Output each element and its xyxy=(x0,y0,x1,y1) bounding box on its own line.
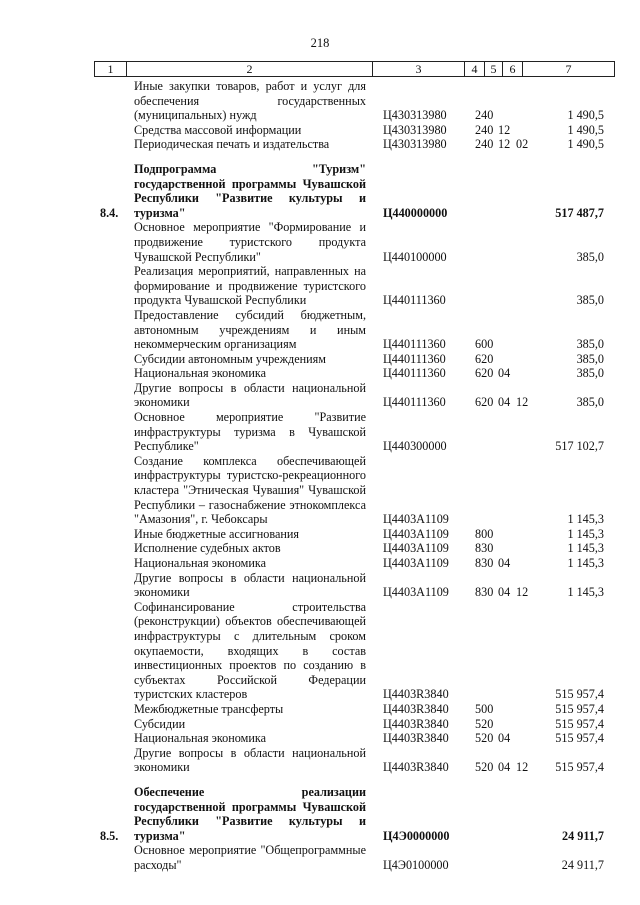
column-header-5: 5 xyxy=(485,62,503,77)
table-row xyxy=(0,571,640,600)
table-row xyxy=(0,454,640,527)
row-name: Другие вопросы в области национальной экономики xyxy=(134,380,366,410)
row-code: Ц430313980 xyxy=(383,122,447,137)
row-col-5: 12 xyxy=(498,122,511,137)
row-col-6: 02 xyxy=(516,137,529,152)
row-amount: 1 490,5 xyxy=(567,137,604,152)
table-row xyxy=(0,410,640,454)
row-code: Ц440111360 xyxy=(383,395,446,410)
row-code: Ц4Э0000000 xyxy=(383,828,450,843)
row-name: Основное мероприятие "Формирование и продвижение туристского продукта Чувашской Республики" xyxy=(134,220,366,264)
row-amount: 515 957,4 xyxy=(555,760,604,775)
row-code: Ц4403А1109 xyxy=(383,585,449,600)
row-amount: 1 490,5 xyxy=(567,122,604,137)
row-name: Софинансирование строительства (реконструкции) объектов обеспечивающей инфраструктуры с длительным сроком окупаемости, входящих в состав инвестиционных проектов по созданию в субъектах Российской Федерации туристских кластеров xyxy=(134,599,366,702)
table-row xyxy=(0,600,640,702)
column-header-table xyxy=(94,61,615,77)
row-name: Основное мероприятие "Развитие инфраструктуры туризма в Чувашской Республике" xyxy=(134,410,366,454)
row-name: Иные бюджетные ассигнования xyxy=(134,526,300,541)
row-amount: 517 102,7 xyxy=(555,439,604,454)
table-row xyxy=(0,527,640,542)
row-code: Ц440111360 xyxy=(383,293,446,308)
row-code: Ц4403А1109 xyxy=(383,526,449,541)
row-amount: 517 487,7 xyxy=(555,205,604,220)
table-row xyxy=(0,137,640,152)
row-name: Иные закупки товаров, работ и услуг для обеспечения государственных (муниципальных) нужд xyxy=(134,79,366,123)
table-row xyxy=(0,220,640,264)
table-row xyxy=(0,785,640,843)
row-name: Национальная экономика xyxy=(134,731,267,746)
table-row xyxy=(0,352,640,367)
row-name: Исполнение судебных актов xyxy=(134,541,281,556)
row-number: 8.4. xyxy=(100,205,119,220)
table-row xyxy=(0,79,640,123)
row-col-5: 04 xyxy=(498,585,511,600)
row-code: Ц4Э0100000 xyxy=(383,857,449,872)
row-col-4: 620 xyxy=(475,395,494,410)
row-code: Ц440111360 xyxy=(383,337,446,352)
row-amount: 1 490,5 xyxy=(567,108,604,123)
row-col-5: 04 xyxy=(498,731,511,746)
row-col-5: 04 xyxy=(498,760,511,775)
row-code: Ц440111360 xyxy=(383,351,446,366)
row-code: Ц4403А1109 xyxy=(383,512,449,527)
row-name: Субсидии автономным учреждениям xyxy=(134,351,326,366)
page-number: 218 xyxy=(310,36,330,50)
table-row xyxy=(0,264,640,308)
row-col-4: 240 xyxy=(475,108,494,123)
row-name: Другие вопросы в области национальной экономики xyxy=(134,570,366,600)
row-code: Ц440000000 xyxy=(383,205,448,220)
row-code: Ц4403R3840 xyxy=(383,731,449,746)
table-row xyxy=(0,702,640,717)
table-row xyxy=(0,308,640,352)
column-header-2: 2 xyxy=(127,62,373,77)
table-row xyxy=(0,843,640,872)
row-name: Периодическая печать и издательства xyxy=(134,137,330,152)
row-code: Ц4403R3840 xyxy=(383,687,449,702)
row-name: Национальная экономика xyxy=(134,366,267,381)
column-header-row xyxy=(95,62,615,77)
row-col-5: 04 xyxy=(498,556,511,570)
row-number: 8.5. xyxy=(100,828,119,843)
row-col-4: 830 xyxy=(475,541,494,556)
row-col-5: 04 xyxy=(498,366,511,381)
table-row xyxy=(0,731,640,746)
row-col-4: 620 xyxy=(475,351,494,366)
row-amount: 515 957,4 xyxy=(555,731,604,746)
table-row xyxy=(0,381,640,410)
row-amount: 515 957,4 xyxy=(555,687,604,702)
row-amount: 24 911,7 xyxy=(562,828,604,843)
row-code: Ц4403R3840 xyxy=(383,716,449,731)
row-code: Ц4403А1109 xyxy=(383,541,449,556)
row-col-4: 600 xyxy=(475,337,494,352)
row-col-4: 620 xyxy=(475,366,494,381)
row-col-6: 12 xyxy=(516,585,529,600)
row-col-4: 240 xyxy=(475,122,494,137)
table-row xyxy=(0,541,640,556)
table-row xyxy=(0,162,640,220)
row-amount: 385,0 xyxy=(576,293,604,308)
row-amount: 1 145,3 xyxy=(567,556,604,570)
row-col-4: 520 xyxy=(475,731,494,746)
row-amount: 1 145,3 xyxy=(567,585,604,600)
row-col-6: 12 xyxy=(516,760,529,775)
row-code: Ц4403А1109 xyxy=(383,556,449,570)
column-header-4: 4 xyxy=(465,62,485,77)
row-code: Ц430313980 xyxy=(383,108,447,123)
row-code: Ц440111360 xyxy=(383,366,446,381)
table-row xyxy=(0,366,640,381)
table-row xyxy=(0,746,640,775)
table-row xyxy=(0,123,640,138)
budget-table-body xyxy=(0,79,640,872)
row-code: Ц440300000 xyxy=(383,439,447,454)
table-row xyxy=(0,556,640,571)
row-name: Предоставление субсидий бюджетным, автономным учреждениям и иным некоммерческим организациям xyxy=(134,307,366,352)
row-name: Межбюджетные трансферты xyxy=(134,701,284,716)
row-name: Субсидии xyxy=(134,716,186,731)
row-code: Ц430313980 xyxy=(383,137,447,152)
row-col-4: 500 xyxy=(475,701,494,716)
row-amount: 385,0 xyxy=(576,337,604,352)
row-col-4: 520 xyxy=(475,716,494,731)
row-name: Национальная экономика xyxy=(134,556,267,570)
row-amount: 385,0 xyxy=(576,395,604,410)
column-header-7: 7 xyxy=(523,62,615,77)
row-amount: 515 957,4 xyxy=(555,701,604,716)
row-name: Подпрограмма "Туризм" государственной программы Чувашской Республики "Развитие культуры и туризма" xyxy=(134,161,366,220)
row-code: Ц4403R3840 xyxy=(383,701,449,716)
row-amount: 24 911,7 xyxy=(561,857,604,872)
row-col-6: 12 xyxy=(516,395,529,410)
row-name: Обеспечение реализации государственной программы Чувашской Республики "Развитие культуры и туризма" xyxy=(134,784,366,843)
row-col-5: 12 xyxy=(498,137,511,152)
column-header-6: 6 xyxy=(503,62,523,77)
row-col-4: 240 xyxy=(475,137,494,152)
row-name: Основное мероприятие "Общепрограммные расходы" xyxy=(134,843,366,872)
row-amount: 385,0 xyxy=(576,366,604,381)
row-amount: 385,0 xyxy=(576,249,604,264)
column-header-3: 3 xyxy=(373,62,465,77)
row-amount: 1 145,3 xyxy=(567,526,604,541)
column-header-1: 1 xyxy=(95,62,127,77)
row-col-4: 520 xyxy=(475,760,494,775)
row-name: Реализация мероприятий, направленных на формирование и продвижение туристского продукта Чувашской Республики xyxy=(134,264,366,308)
row-col-4: 830 xyxy=(475,556,494,570)
row-col-5: 04 xyxy=(498,395,511,410)
row-code: Ц440100000 xyxy=(383,249,447,264)
row-name: Другие вопросы в области национальной экономики xyxy=(134,745,366,775)
row-amount: 1 145,3 xyxy=(567,541,604,556)
row-code: Ц4403R3840 xyxy=(383,760,449,775)
row-amount: 385,0 xyxy=(576,351,604,366)
row-name: Средства массовой информации xyxy=(134,122,302,137)
row-amount: 1 145,3 xyxy=(567,512,604,527)
row-name: Создание комплекса обеспечивающей инфраструктуры туристско-рекреационного кластера "Этническая Чувашия" Чувашской Республики – газоснабжение этнокомплекса "Амазония", г. Чебоксары xyxy=(134,453,366,527)
table-row xyxy=(0,717,640,732)
row-amount: 515 957,4 xyxy=(555,716,604,731)
row-col-4: 800 xyxy=(475,526,494,541)
row-col-4: 830 xyxy=(475,585,494,600)
